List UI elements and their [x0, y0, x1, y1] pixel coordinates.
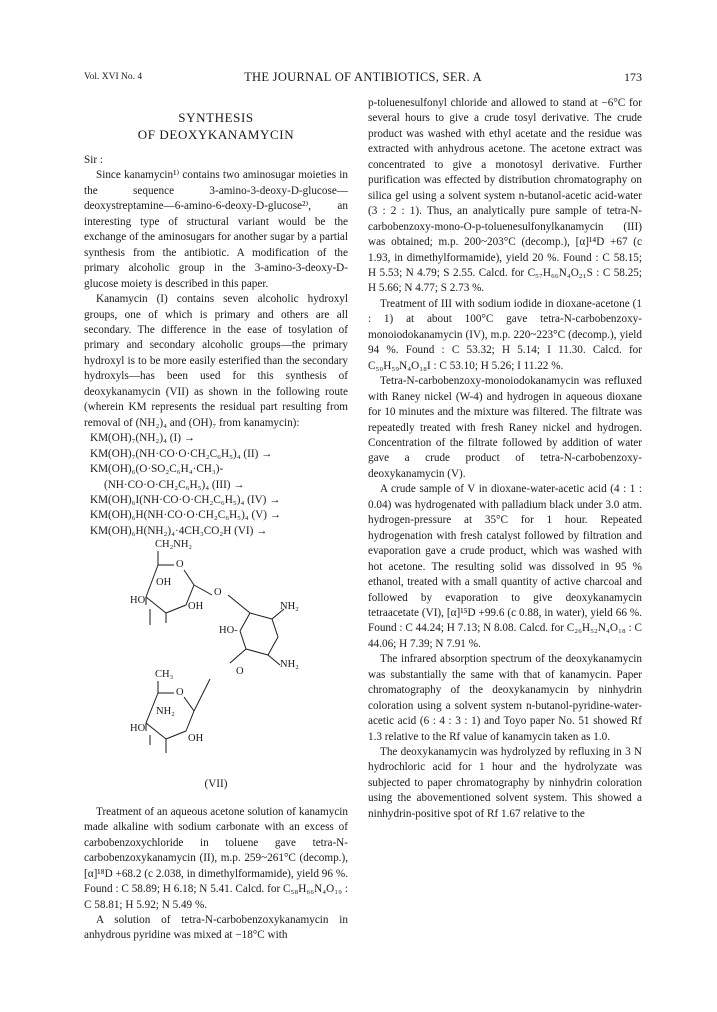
- glycosidic-oxygen-label: O: [236, 666, 244, 678]
- amino-label: NH₂: [280, 601, 299, 613]
- reaction-scheme: [84, 431, 348, 539]
- right-paragraph-1: p-toluenesulfonyl chloride and allowed to stand at −6°C for several hours to give a crude tosyl derivative. The crude product was washed with ethyl acetate and the residue was extracted with anhydrous acetone. The acetone extract was concentrated to give a monotosyl derivative. Further purification was effected by distribution chromatography on silica gel using a solvent system n-butanol-acetic acid-water (3 : 2 : 1). Thus, an analytically pure sample of tetra-N-carbobenzoxy-mono-O-p-toluenesulfonylkanamycin (III) was obtained; m.p. 200~203°C (decomp.), [α]¹⁴D +67 (c 1.93, in dimethylformamide), yield 20 %. Found : C 58.15; H 5.53; N 4.79; S 2.55. Calcd. for C₅₇H₆₆N₄O₂₁S : C 58.25; H 5.66; N 4.77; S 2.73 %.: [368, 97, 642, 295]
- article-title: [84, 109, 348, 143]
- right-paragraph-6: The deoxykanamycin was hydrolyzed by refluxing in 3 N hydrochloric acid for 1 hour and the hydrolyzate was subjected to paper chromatography by ninhydrin coloration using the abovementioned solvent system. This showed a ninhydrin-positive spot of Rf 1.67 relative to the: [368, 746, 642, 820]
- amino-label: NH₂: [280, 659, 299, 671]
- reaction-step: (NH·CO·O·CH₂C₆H₅)₄ (III) →: [104, 478, 245, 491]
- reaction-step: KM(OH)₇(NH₂)₄ (I) →: [90, 432, 195, 445]
- hydroxyl-label: OH: [188, 733, 204, 745]
- title-line-2: OF DEOXYKANAMYCIN: [137, 127, 295, 142]
- ch2nh2-label: CH₂NH₂: [155, 539, 193, 551]
- left-paragraph-4: A solution of tetra-N-carbobenzoxykanamycin in anhydrous pyridine was mixed at −18°C with: [84, 913, 348, 942]
- hydroxyl-label: HO: [130, 595, 146, 607]
- ring-oxygen-label: O: [176, 687, 184, 699]
- left-paragraph-2: Kanamycin (I) contains seven alcoholic hydroxyl groups, one of which is primary and others are all secondary. The difference in the ease of tosylation of primary and secondary alcoholic groups—the primary hydroxyl is to be more easily esterified than the secondary hydroxyls—has been used for this synthesis of deoxykanamycin (VII) as shown in the following route (wherein KM represents the residual part resulting from removal of (NH₂)₄ and (OH)₇ from kanamycin):: [84, 293, 348, 429]
- reaction-step: KM(OH)₆(O·SO₂C₆H₄·CH₃)-: [90, 463, 224, 476]
- amino-label: NH₂: [156, 706, 175, 718]
- right-column: [368, 96, 642, 822]
- structure-bonds: [84, 539, 348, 777]
- glycosidic-oxygen-label: O: [214, 587, 222, 599]
- structure-caption: (VII): [204, 778, 228, 791]
- reaction-step: KM(OH)₇(NH·CO·O·CH₂C₆H₅)₄ (II) →: [90, 447, 273, 460]
- title-line-1: SYNTHESIS: [178, 110, 254, 125]
- reaction-step: KM(OH)₆I(NH·CO·O·CH₂C₆H₅)₄ (IV) →: [90, 493, 281, 506]
- left-column: [84, 96, 348, 944]
- left-paragraph-1: Since kanamycin¹⁾ contains two aminosugar moieties in the sequence 3-amino-3-deoxy-D-glucose—deoxystreptamine—6-amino-6-deoxy-D-glucose²⁾, an interesting type of structural variant would be the exchange of the aminosugars for another sugar by a partial synthesis from the antibiotic. A modification of the primary alcoholic group in the 3-amino-3-deoxy-D-glucose moiety is described in this paper.: [84, 169, 348, 290]
- volume-label: Vol. XVI No. 4: [84, 72, 143, 82]
- right-paragraph-3: Tetra-N-carbobenzoxy-monoiodokanamycin was refluxed with Raney nickel (W-4) and hydrogen in aqueous dioxane for 10 minutes and the mixture was filtered. The filtrate was repeatedly treated with fresh Raney nickel and hydrogen. Concentration of the filtrate followed by addition of water gave a crude product of tetra-N-carbobenzoxy-deoxykanamycin (V).: [368, 375, 642, 480]
- reaction-step: KM(OH)₆H(NH₂)₄·4CH₃CO₂H (VI) →: [90, 524, 268, 537]
- hydroxyl-label: HO: [130, 723, 146, 735]
- chemical-structure-vii: [84, 539, 348, 777]
- salutation: Sir :: [84, 154, 103, 166]
- hydroxyl-label: OH: [156, 577, 172, 589]
- left-paragraph-3: Treatment of an aqueous acetone solution of kanamycin made alkaline with sodium carbonate with an excess of carbobenzoxychloride in toluene gave tetra-N-carbobenzoxykanamycin (II), m.p. 259~261°C (decomp.), [α]¹⁸D +68.2 (c 2.038, in dimethylformamide), yield 96 %. Found : C 58.89; H 6.18; N 5.41. Calcd. for C₅₈H₆₆N₄O₁₉ : C 58.81; H 5.92; N 5.49 %.: [84, 805, 348, 911]
- right-paragraph-5: The infrared absorption spectrum of the deoxykanamycin was substantially the same with that of kanamycin. Paper chromatography of the deoxykanamycin by ninhydrin coloration using a solvent system n-butanol-pyridine-water-acetic acid (6 : 4 : 3 : 1) and Toyo paper No. 51 showed Rf 1.3 relative to the Rf value of kanamycin taken as 1.0.: [368, 653, 642, 743]
- page-header: [84, 70, 642, 86]
- ring-oxygen-label: O: [176, 559, 184, 571]
- hydroxyl-label: OH: [188, 601, 204, 613]
- reaction-step: KM(OH)₆H(NH·CO·O·CH₂C₆H₅)₄ (V) →: [90, 509, 282, 522]
- right-paragraph-4: A crude sample of V in dioxane-water-acetic acid (4 : 1 : 0.04) was hydrogenated with palladium black under 3.0 atm. hydrogen-pressure at 35°C for 1 hour. Repeated hydrogenation with fresh catalyst followed by filtration and evaporation gave a crude product, which was washed with hot acetone. The resulting solid was dissolved in 95 % ethanol, treated with a small quantity of active charcoal and followed by evaporation to give deoxykanamycin tetraacetate (VI), [α]¹⁵D +99.6 (c 0.88, in water), yield 66 %. Found : C 44.24; H 7.13; N 8.08. Calcd. for C₂₆H₅₂N₄O₁₈ : C 44.06; H 7.39; N 7.91 %.: [368, 483, 642, 650]
- methyl-label: CH₃: [155, 669, 174, 681]
- hydroxyl-label: HO-: [219, 625, 238, 637]
- page-number: 173: [624, 70, 642, 84]
- journal-title: THE JOURNAL OF ANTIBIOTICS, SER. A: [244, 70, 482, 84]
- right-paragraph-2: Treatment of III with sodium iodide in dioxane-acetone (1 : 1) at about 100°C gave tetra-N-carbobenzoxy-monoiodokanamycin (IV), m.p. 220~223°C (decomp.), yield 94 %. Found : C 53.32; H 5.14; I 11.30. Calcd. for C₅₀H₅₉N₄O₁₈I : C 53.10; H 5.26; I 11.22 %.: [368, 297, 642, 372]
